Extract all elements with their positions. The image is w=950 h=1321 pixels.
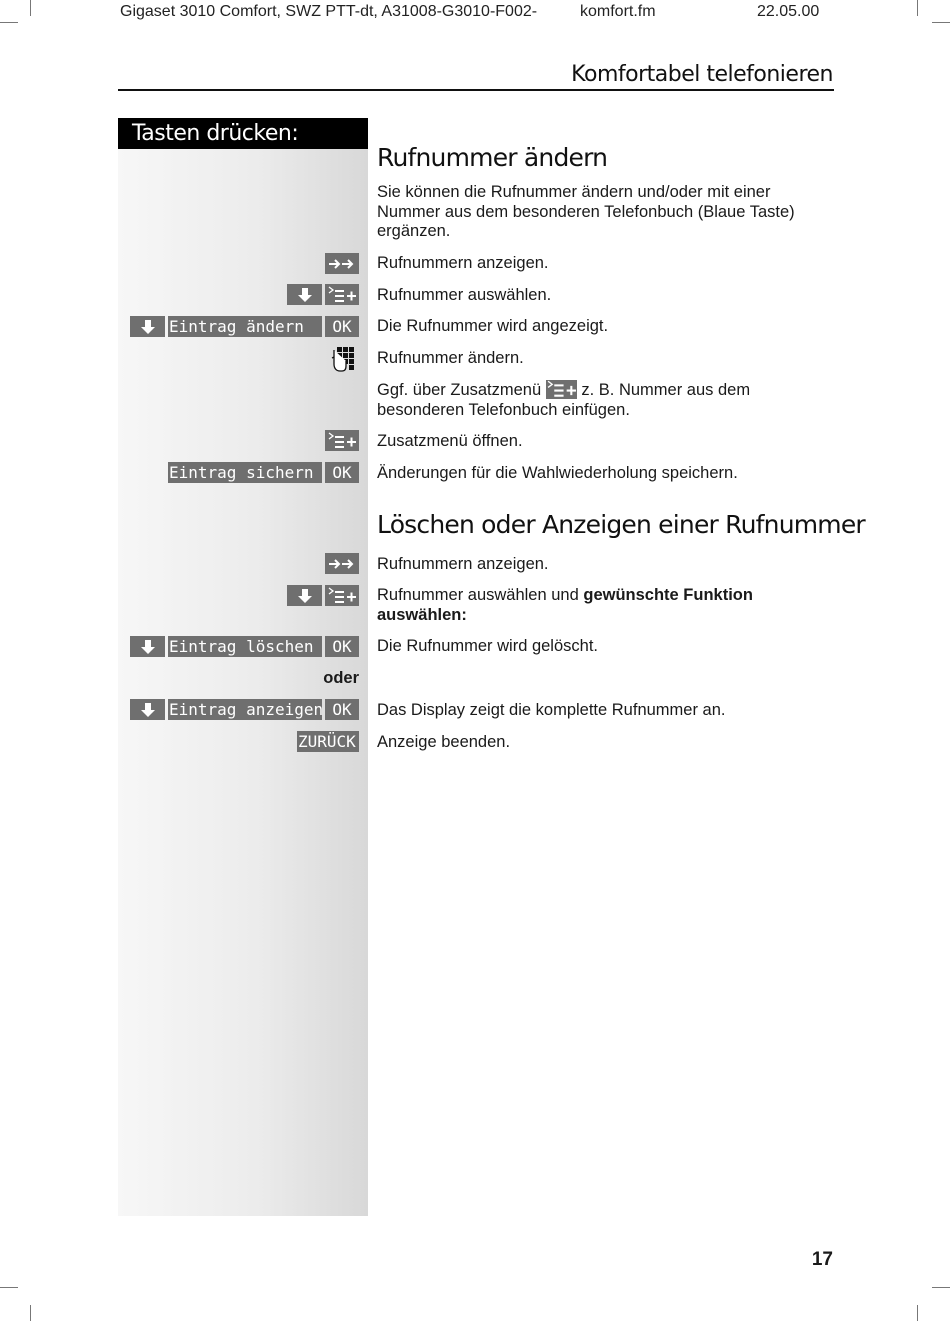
crop-mark: [30, 1305, 31, 1321]
text-plain: Rufnummer auswählen und: [377, 586, 584, 604]
keypad-hand-icon[interactable]: [329, 345, 359, 377]
step-text: Zusatzmenü öffnen.: [377, 432, 523, 450]
step-text: Anzeige beenden.: [377, 733, 511, 751]
header-document-info: Gigaset 3010 Comfort, SWZ PTT-dt, A31008-G3010-F002-: [120, 3, 538, 20]
crop-mark: [917, 1305, 918, 1321]
heading-loeschen-anzeigen: Löschen oder Anzeigen einer Rufnummer: [377, 510, 865, 539]
step-text: Rufnummern anzeigen.: [377, 555, 549, 573]
crop-mark: [30, 0, 31, 16]
step-keys: [130, 316, 359, 337]
text-before-icon: Ggf. über Zusatzmenü: [377, 381, 542, 399]
step-keys: [329, 345, 359, 377]
softkey-zurueck[interactable]: ZURÜCK: [297, 731, 359, 752]
menu-plus-icon[interactable]: [325, 585, 359, 606]
menu-plus-icon[interactable]: [325, 284, 359, 305]
step-text: Die Rufnummer wird angezeigt.: [377, 317, 609, 335]
page-number: 17: [811, 1249, 833, 1270]
heading-rufnummer-aendern: Rufnummer ändern: [377, 143, 608, 172]
key-column: [118, 118, 368, 1216]
redial-arrows-icon[interactable]: [325, 253, 359, 274]
text-bold: gewünschte Funktion auswählen:: [377, 586, 753, 624]
step-text: Änderungen für die Wahlwiederholung speichern.: [377, 464, 738, 482]
menu-plus-icon: [546, 380, 577, 399]
section-title: Komfortabel telefonieren: [571, 62, 833, 87]
down-arrow-icon[interactable]: [130, 699, 165, 720]
down-arrow-icon[interactable]: [130, 316, 165, 337]
softkey-eintrag-anzeigen[interactable]: Eintrag anzeigen: [169, 700, 324, 719]
header-rule: [118, 89, 834, 91]
crop-mark: [932, 22, 950, 23]
crop-mark: [0, 1287, 18, 1288]
down-arrow-icon[interactable]: [287, 585, 322, 606]
header-filename: komfort.fm: [580, 3, 656, 20]
step-keys: [130, 636, 359, 657]
softkey-eintrag-loeschen[interactable]: Eintrag löschen: [168, 636, 322, 657]
down-arrow-icon[interactable]: [130, 636, 165, 657]
intro-text: Sie können die Rufnummer ändern und/oder mit einer Nummer aus dem besonderen Telefonbuch (Blaue Taste) ergänzen.: [377, 183, 795, 240]
menu-plus-icon[interactable]: [325, 430, 359, 451]
step-text-select-function: [377, 586, 837, 625]
step-text: Die Rufnummer wird gelöscht.: [377, 637, 598, 655]
step-keys: [297, 731, 359, 752]
step-text-with-icon: [377, 380, 835, 420]
crop-mark: [917, 0, 918, 16]
step-text: Rufnummern anzeigen.: [377, 254, 549, 272]
step-keys: [287, 585, 359, 606]
step-keys: [325, 430, 359, 451]
step-text: Rufnummer ändern.: [377, 349, 524, 367]
redial-arrows-icon[interactable]: [325, 553, 359, 574]
step-keys: [325, 253, 359, 274]
ok-button[interactable]: OK: [325, 636, 359, 657]
step-keys: [287, 284, 359, 305]
softkey-eintrag-aendern[interactable]: Eintrag ändern: [168, 316, 322, 337]
down-arrow-icon[interactable]: [287, 284, 322, 305]
step-text: Das Display zeigt die komplette Rufnummer an.: [377, 701, 726, 719]
softkey-eintrag-sichern[interactable]: Eintrag sichern: [168, 462, 322, 483]
ok-button[interactable]: OK: [325, 462, 359, 483]
oder-label: oder: [323, 669, 359, 687]
step-keys: [325, 553, 359, 574]
step-keys: [130, 699, 359, 720]
step-keys: [168, 462, 359, 483]
key-column-title: Tasten drücken:: [118, 118, 368, 149]
ok-button[interactable]: OK: [325, 316, 359, 337]
text-after-icon: z. B. Nummer aus dem besonderen Telefonbuch einfügen.: [377, 381, 751, 419]
header-date: 22.05.00: [757, 3, 820, 20]
crop-mark: [932, 1287, 950, 1288]
crop-mark: [0, 22, 18, 23]
step-text: Rufnummer auswählen.: [377, 286, 552, 304]
ok-button[interactable]: OK: [325, 699, 359, 720]
